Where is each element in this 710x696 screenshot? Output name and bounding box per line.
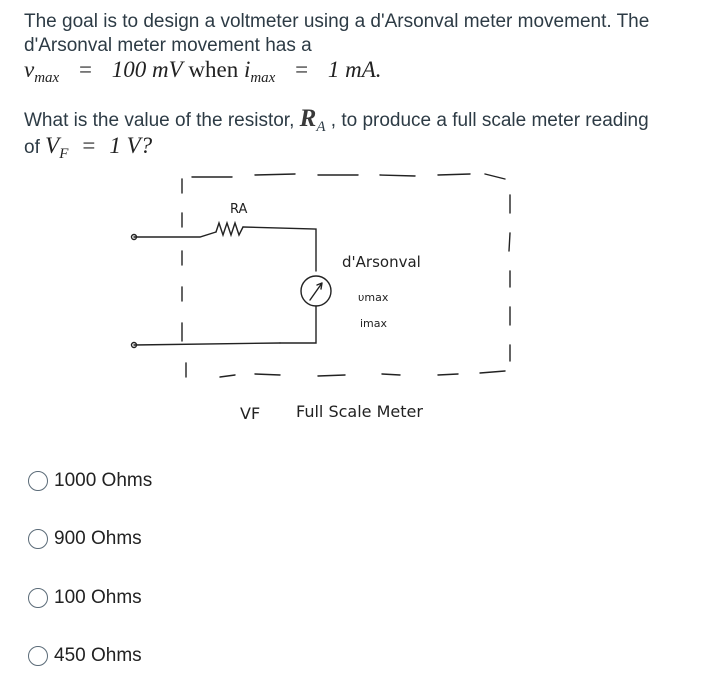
vmax-label: υmax — [358, 291, 389, 304]
vmax-subscript: max — [34, 70, 60, 86]
imax-value: 1 mA. — [327, 57, 382, 82]
resistor-ra — [216, 223, 243, 235]
ask-line — [24, 107, 704, 134]
vmax-value: 100 mV — [111, 57, 183, 82]
vf-value: 1 V? — [109, 133, 153, 158]
wire-bottom — [280, 306, 316, 343]
wire-to-meter — [243, 227, 316, 271]
vf-label: VF — [240, 404, 261, 423]
imax-symbol: i — [243, 57, 251, 82]
radio-button[interactable] — [28, 471, 48, 491]
circuit-diagram — [120, 165, 520, 430]
vf-subscript: F — [59, 146, 69, 162]
option-100-ohms[interactable] — [28, 587, 142, 609]
terminal-wire-top — [134, 232, 216, 237]
radio-button[interactable] — [28, 588, 48, 608]
question-text — [24, 10, 704, 161]
ra-label: RA — [230, 202, 248, 217]
option-900-ohms[interactable] — [28, 528, 142, 550]
given-values — [24, 58, 704, 85]
darsonval-label: d'Arsonval — [342, 253, 421, 271]
option-label: 450 Ohms — [54, 645, 142, 666]
imax-subscript: max — [250, 70, 276, 86]
ra-subscript: A — [316, 119, 326, 135]
full-scale-label: Full Scale Meter — [296, 402, 423, 421]
intro-line-2: d'Arsonval meter movement has a — [24, 35, 312, 56]
vf-symbol: V — [45, 133, 60, 158]
vmax-symbol: v — [24, 57, 35, 82]
option-label: 1000 Ohms — [54, 470, 153, 491]
radio-button[interactable] — [28, 646, 48, 666]
ask-text: What is the value of the resistor, — [24, 110, 300, 131]
option-label: 900 Ohms — [54, 528, 142, 549]
equals-sign: = — [82, 133, 96, 158]
target-line — [24, 134, 704, 161]
ask-text-2: , to produce a full scale meter reading — [325, 110, 649, 131]
equals-sign: = — [295, 57, 309, 82]
when-word: when — [188, 57, 239, 82]
option-450-ohms[interactable] — [28, 645, 142, 667]
option-label: 100 Ohms — [54, 587, 142, 608]
radio-button[interactable] — [28, 529, 48, 549]
intro-line-1: The goal is to design a voltmeter using a d'Arsonval meter movement. The — [24, 11, 650, 32]
imax-label: imax — [360, 317, 388, 330]
terminal-wire-bottom — [134, 343, 280, 345]
ra-symbol: R — [299, 105, 317, 132]
option-1000-ohms[interactable] — [28, 470, 152, 492]
of-word: of — [24, 137, 46, 158]
equals-sign: = — [78, 57, 92, 82]
